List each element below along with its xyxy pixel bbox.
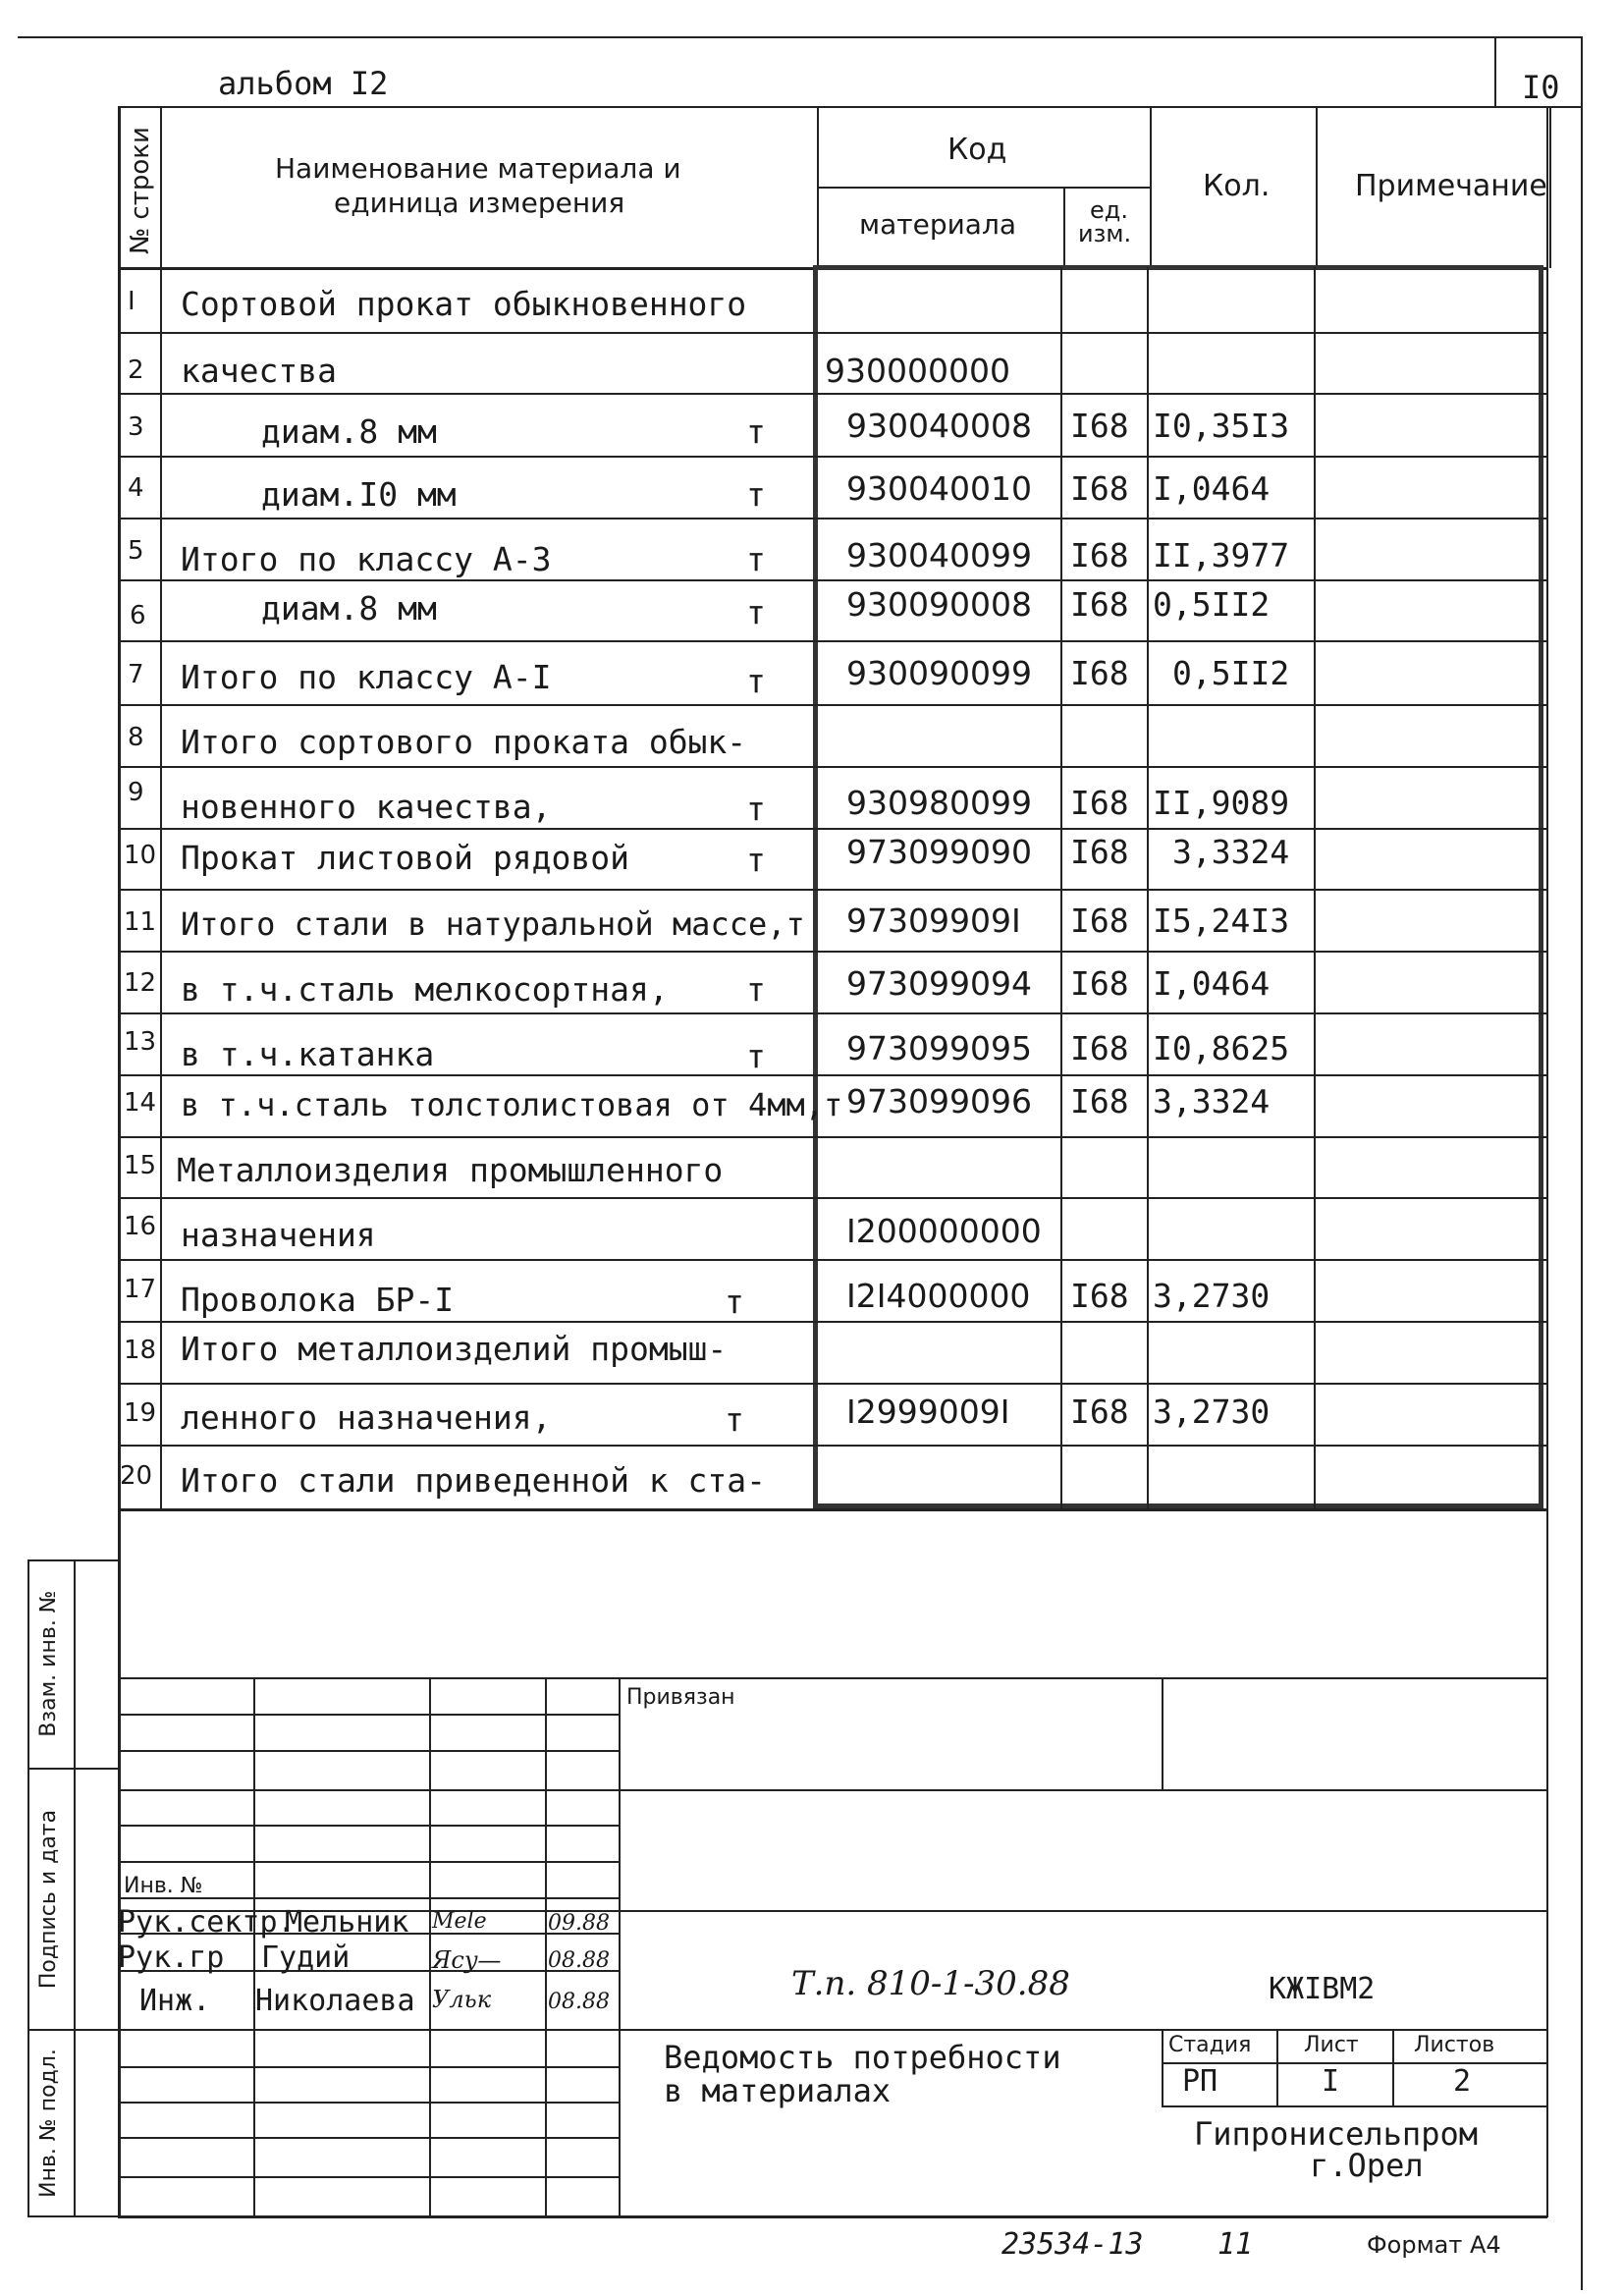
material-code: 930040099 — [846, 536, 1032, 574]
unit-code: I68 — [1070, 1393, 1129, 1431]
footer-sheet: 11 — [1217, 2227, 1254, 2262]
material-header: материала — [859, 208, 1017, 241]
quantity: 3,2730 — [1153, 1393, 1271, 1431]
material-name: в т.ч.катанка — [181, 1035, 435, 1073]
unit-code: I68 — [1070, 1277, 1129, 1315]
row-number: 19 — [124, 1398, 157, 1428]
ruk-sektr-date: 09.88 — [548, 1911, 610, 1936]
unit-text: т — [746, 841, 766, 879]
album-label: альбом I2 — [218, 65, 389, 102]
row-number: 14 — [124, 1088, 157, 1118]
material-name: в т.ч.сталь мелкосортная, — [181, 970, 669, 1009]
ruk-sektr-signature: Mele — [432, 1909, 487, 1934]
unit-header-line1: ед. — [1090, 196, 1128, 224]
material-name: Сортовой прокат обыкновенного — [181, 285, 747, 323]
material-name: Итого сортового проката обык- — [181, 723, 747, 761]
row-number: 3 — [128, 412, 144, 442]
material-name: Прокат листовой рядовой — [181, 839, 629, 877]
unit-code: I68 — [1070, 784, 1129, 822]
quantity: I5,24I3 — [1153, 902, 1290, 940]
unit-text: т — [725, 1400, 744, 1439]
code-header: Код — [947, 133, 1007, 167]
material-code: 973099096 — [846, 1082, 1032, 1121]
inzh-signature: Ульк — [432, 1986, 492, 2013]
material-code: 973099094 — [846, 964, 1032, 1003]
organization-line2: г.Орел — [1310, 2147, 1424, 2184]
material-code: 973099090 — [846, 833, 1032, 871]
quantity: 0,5II2 — [1172, 654, 1290, 692]
row-number: 16 — [124, 1212, 157, 1241]
quantity: 3,3324 — [1153, 1082, 1271, 1121]
material-name: Проволока БР-I — [181, 1281, 455, 1319]
row-number: 10 — [124, 841, 157, 870]
row-number: 5 — [128, 536, 144, 566]
ruk-sektr-name: Мельник — [285, 1905, 409, 1940]
material-code: I2I4000000 — [846, 1277, 1031, 1315]
listov-value: 2 — [1453, 2064, 1472, 2099]
material-name: Итого стали приведенной к ста- — [181, 1461, 767, 1500]
row-number: I — [128, 287, 135, 316]
material-code: 930040010 — [846, 469, 1032, 508]
unit-code: I68 — [1070, 585, 1129, 624]
name-header-line1: Наименование материала и — [275, 152, 681, 185]
inzh-role: Инж. — [139, 1984, 211, 2018]
stadia-value: РП — [1182, 2064, 1218, 2099]
material-name: Итого по классу А-I — [181, 658, 552, 696]
privyazan-label: Привязан — [626, 1685, 735, 1710]
list-value: I — [1322, 2064, 1340, 2099]
unit-code: I68 — [1070, 1082, 1129, 1121]
row-number: 17 — [124, 1275, 157, 1304]
inzh-date: 08.88 — [548, 1990, 610, 2014]
listov-label: Листов — [1414, 2033, 1495, 2057]
stadia-label: Стадия — [1168, 2033, 1252, 2057]
unit-code: I68 — [1070, 407, 1129, 445]
unit-code: I68 — [1070, 902, 1129, 940]
inzh-name: Николаева — [255, 1984, 415, 2018]
row-number: 6 — [130, 601, 146, 630]
quantity: II,9089 — [1153, 784, 1290, 822]
quantity: I,0464 — [1153, 469, 1271, 508]
unit-header-line2: изм. — [1078, 220, 1132, 247]
name-header-line2: единица измерения — [334, 187, 625, 219]
unit-text: т — [746, 593, 766, 631]
side-label-inv-podl: Инв. № подл. — [36, 2049, 61, 2198]
inv-no-label: Инв. № — [124, 1874, 203, 1898]
unit-code: I68 — [1070, 654, 1129, 692]
quantity: I0,8625 — [1153, 1029, 1290, 1067]
material-code: 930090008 — [846, 585, 1032, 624]
row-number: 12 — [124, 968, 157, 998]
quantity: 0,5II2 — [1153, 585, 1271, 624]
material-name: диам.I0 мм — [261, 475, 457, 514]
list-label: Лист — [1304, 2033, 1359, 2057]
material-name: диам.8 мм — [261, 589, 437, 628]
material-code: 930040008 — [846, 407, 1032, 445]
material-name: новенного качества, — [181, 788, 552, 826]
material-name: Итого стали в натуральной массе,т — [181, 905, 805, 943]
row-number: 20 — [120, 1461, 153, 1491]
row-number: 18 — [124, 1336, 157, 1365]
material-code: 973099095 — [846, 1029, 1032, 1067]
row-number: 2 — [128, 355, 144, 385]
unit-text: т — [746, 1037, 766, 1075]
material-code: I200000000 — [846, 1212, 1042, 1250]
unit-code: I68 — [1070, 536, 1129, 574]
unit-code: I68 — [1070, 1029, 1129, 1067]
ruk-gr-name: Гудий — [261, 1941, 351, 1975]
note-header: Примечание — [1355, 169, 1547, 203]
material-name: назначения — [181, 1216, 376, 1254]
quantity: 3,2730 — [1153, 1277, 1271, 1315]
material-name: диам.8 мм — [261, 412, 437, 451]
row-number: 15 — [124, 1151, 157, 1180]
material-code: 930090099 — [846, 654, 1032, 692]
unit-text: т — [746, 790, 766, 828]
document-mark: КЖIВМ2 — [1269, 1972, 1376, 2006]
document-title-line1: Ведомость потребности — [664, 2039, 1061, 2076]
material-code: 930000000 — [825, 352, 1010, 390]
quantity: II,3977 — [1153, 536, 1290, 574]
row-number: 13 — [124, 1027, 157, 1057]
unit-text: т — [725, 1283, 744, 1321]
material-name: в т.ч.сталь толстолистовая от 4мм,т — [181, 1086, 843, 1123]
unit-text: т — [746, 540, 766, 578]
material-name: Металлоизделия промышленного — [177, 1151, 724, 1189]
project-number: Т.п. 810-1-30.88 — [791, 1964, 1070, 2003]
side-label-podpis: Подпись и дата — [36, 1809, 61, 1990]
unit-text: т — [746, 970, 766, 1009]
ruk-sektr-role: Рук.сектр. — [118, 1905, 296, 1940]
unit-code: I68 — [1070, 469, 1129, 508]
row-number: 4 — [128, 473, 144, 503]
material-code: 930980099 — [846, 784, 1032, 822]
organization-line1: Гипронисельпром — [1194, 2115, 1478, 2153]
row-number-header: № строки — [126, 127, 155, 254]
quantity: I,0464 — [1153, 964, 1271, 1003]
row-number: 11 — [124, 907, 157, 937]
row-number: 8 — [128, 723, 144, 752]
unit-text: т — [746, 475, 766, 514]
footer-format: Формат А4 — [1367, 2231, 1501, 2259]
quantity: I0,35I3 — [1153, 407, 1290, 445]
ruk-gr-role: Рук.гр — [118, 1941, 225, 1975]
qty-header: Кол. — [1203, 169, 1271, 203]
unit-text: т — [746, 412, 766, 451]
material-name: Итого металлоизделий промыш- — [181, 1330, 728, 1368]
material-name: ленного назначения, — [181, 1398, 552, 1437]
material-name: качества — [181, 352, 337, 390]
material-code: I2999009I — [846, 1393, 1010, 1431]
material-code: 97309909I — [846, 902, 1021, 940]
page-number: I0 — [1522, 69, 1560, 106]
document-title-line2: в материалах — [664, 2072, 892, 2109]
quantity: 3,3324 — [1172, 833, 1290, 871]
row-number: 9 — [128, 778, 144, 807]
ruk-gr-date: 08.88 — [548, 1948, 610, 1973]
unit-code: I68 — [1070, 964, 1129, 1003]
material-name: Итого по классу А-3 — [181, 540, 552, 578]
side-label-vzam: Взам. инв. № — [36, 1590, 61, 1737]
unit-code: I68 — [1070, 833, 1129, 871]
footer-doc-number: 23534-13 — [1001, 2227, 1144, 2262]
unit-text: т — [746, 662, 766, 700]
row-number: 7 — [128, 660, 144, 689]
ruk-gr-signature: Яcy— — [432, 1946, 502, 1974]
